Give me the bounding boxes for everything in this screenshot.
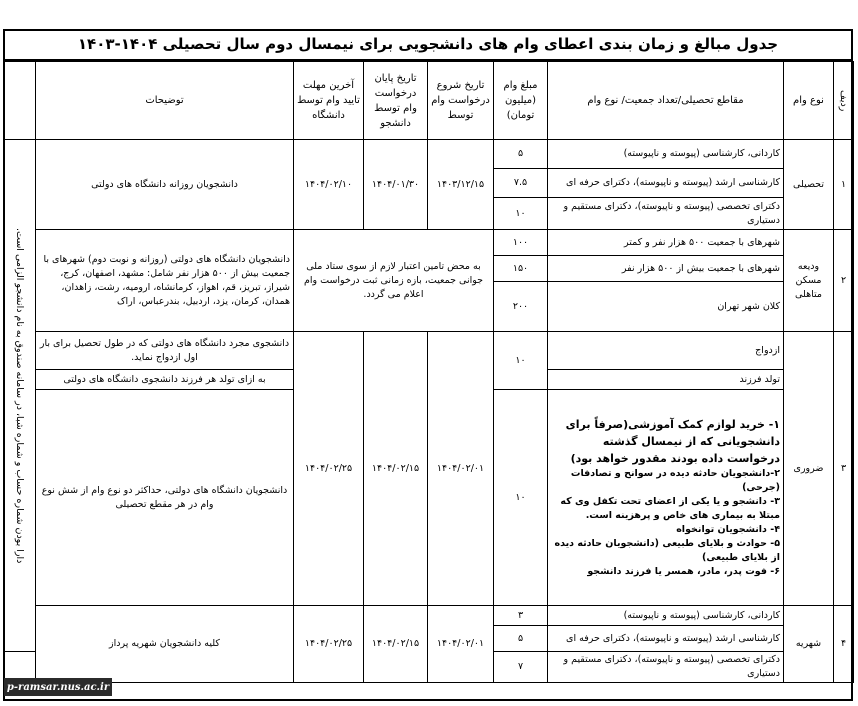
row-number: ۴ bbox=[834, 606, 854, 683]
end-date: ۱۴۰۴/۰۲/۱۵ bbox=[364, 332, 428, 606]
header-end-date: تاریخ پایان درخواست وام توسط دانشجو bbox=[364, 62, 428, 140]
amount-cell: ۱۰ bbox=[494, 332, 548, 390]
loan-type: تحصیلی bbox=[784, 140, 834, 230]
level-cell: کاردانی، کارشناسی (پیوسته و ناپیوسته) bbox=[548, 606, 784, 626]
amount-cell: ۱۰ bbox=[494, 390, 548, 606]
table-title: جدول مبالغ و زمان بندی اعطای وام های دانشجویی برای نیمسال دوم سال تحصیلی ۱۴۰۴-۱۴۰۳ bbox=[3, 29, 853, 61]
note-marriage: دانشجوی مجرد دانشگاه های دولتی که در طول تحصیل برای بار اول ازدواج نماید. bbox=[36, 332, 294, 370]
side-note-header-blank bbox=[4, 62, 36, 140]
end-date: ۱۴۰۴/۰۱/۳۰ bbox=[364, 140, 428, 230]
table-row bbox=[4, 606, 854, 626]
amount-cell: ۱۰ bbox=[494, 198, 548, 230]
row-number: ۲ bbox=[834, 230, 854, 332]
amount-cell: ۳ bbox=[494, 606, 548, 626]
level-cell: شهرهای با جمعیت بیش از ۵۰۰ هزار نفر bbox=[548, 256, 784, 282]
deadline-date: ۱۴۰۴/۰۲/۱۰ bbox=[294, 140, 364, 230]
childbirth-cell: تولد فرزند bbox=[548, 370, 784, 390]
loan-type: ودیعه مسکن متاهلی bbox=[784, 230, 834, 332]
loan-type: شهریه bbox=[784, 606, 834, 683]
amount-cell: ۵ bbox=[494, 140, 548, 169]
level-cell: دکترای تخصصی (پیوسته و ناپیوسته)، دکترای مستقیم و دستیاری bbox=[548, 198, 784, 230]
table-row bbox=[4, 140, 854, 169]
end-date: ۱۴۰۴/۰۲/۱۵ bbox=[364, 606, 428, 683]
amount-cell: ۱۵۰ bbox=[494, 256, 548, 282]
amount-cell: ۱۰۰ bbox=[494, 230, 548, 256]
amount-cell: ۲۰۰ bbox=[494, 282, 548, 332]
table-row bbox=[4, 230, 854, 256]
urgent-item: ۱- خرید لوازم کمک آموزشی(صرفاً برای دانشجویانی که از نیمسال گذشته درخواست داده بودند مقدور خواهد بود) bbox=[565, 418, 780, 465]
note-urgent: دانشجویان دانشگاه های دولتی، حداکثر دو نوع وام از شش نوع وام در هر مقطع تحصیلی bbox=[36, 390, 294, 606]
note-cell: دانشجویان روزانه دانشگاه های دولتی bbox=[36, 140, 294, 230]
dates-note: به محض تامین اعتبار لازم از سوی ستاد ملی جوانی جمعیت، بازه زمانی ثبت درخواست وام اعلام می گردد. bbox=[294, 230, 494, 332]
level-cell: کارشناسی ارشد (پیوسته و ناپیوسته)، دکترای حرفه ای bbox=[548, 169, 784, 198]
loan-type: ضروری bbox=[784, 332, 834, 606]
level-cell: کاردانی، کارشناسی (پیوسته و ناپیوسته) bbox=[548, 140, 784, 169]
start-date: ۱۴۰۴/۰۲/۰۱ bbox=[428, 606, 494, 683]
level-cell: کلان شهر تهران bbox=[548, 282, 784, 332]
level-cell: دکترای تخصصی (پیوسته و ناپیوسته)، دکترای مستقیم و دستیاری bbox=[548, 652, 784, 683]
note-childbirth: به ازای تولد هر فرزند دانشجوی دانشگاه های دولتی bbox=[36, 370, 294, 390]
marriage-cell: ازدواج bbox=[548, 332, 784, 370]
note-cell: دانشجویان دانشگاه های دولتی (روزانه و نوبت دوم) شهرهای با جمعیت بیش از ۵۰۰ هزار نفر شامل: مشهد، اصفهان، کرج، شیراز، تبریز، قم، اهواز، کرمانشاه، ارومیه، رشت، زاهدان، همدان، کرمان، یزد، اردبیل، بندرعباس، اراک bbox=[36, 230, 294, 332]
level-cell: کارشناسی ارشد (پیوسته و ناپیوسته)، دکترای حرفه ای bbox=[548, 626, 784, 652]
header-loan-type: نوع وام bbox=[784, 62, 834, 140]
side-note bbox=[4, 140, 36, 652]
row-number: ۱ bbox=[834, 140, 854, 230]
table-row bbox=[4, 332, 854, 370]
loan-schedule-table bbox=[3, 61, 854, 683]
amount-cell: ۷ bbox=[494, 652, 548, 683]
urgent-items bbox=[548, 390, 784, 606]
header-start-date: تاریخ شروع درخواست وام توسط bbox=[428, 62, 494, 140]
urgent-item: ۳- دانشجو و یا یکی از اعضای تحت تکفل وی که مبتلا به بیماری های خاص و پرهزینه است. bbox=[560, 496, 780, 521]
side-note-text: دارا بودن شماره حساب و شماره شبا، در سامانه صندوق به نام دانشجو الزامی است. bbox=[14, 227, 25, 564]
header-levels: مقاطع تحصیلی/تعداد جمعیت/ نوع وام bbox=[548, 62, 784, 140]
site-watermark: p-ramsar.nus.ac.ir bbox=[4, 678, 112, 696]
urgent-item: ۵- حوادث و بلایای طبیعی (دانشجویان حادثه دیده از بلایای طبیعی) bbox=[554, 538, 780, 563]
urgent-item: ۲-دانشجویان حادثه دیده در سوانح و تصادفات (جرحی) bbox=[570, 468, 780, 493]
header-amount: مبلغ وام (میلیون تومان) bbox=[494, 62, 548, 140]
urgent-item: ۶- فوت پدر، مادر، همسر یا فرزند دانشجو bbox=[587, 566, 780, 577]
note-cell: کلیه دانشجویان شهریه پرداز bbox=[36, 606, 294, 683]
header-radif: ردیف bbox=[834, 62, 854, 140]
header-row bbox=[4, 62, 854, 140]
deadline-date: ۱۴۰۴/۰۲/۲۵ bbox=[294, 332, 364, 606]
level-cell: شهرهای با جمعیت ۵۰۰ هزار نفر و کمتر bbox=[548, 230, 784, 256]
start-date: ۱۴۰۳/۱۲/۱۵ bbox=[428, 140, 494, 230]
amount-cell: ۷.۵ bbox=[494, 169, 548, 198]
header-deadline: آخرین مهلت تایید وام توسط دانشگاه bbox=[294, 62, 364, 140]
header-notes: توضیحات bbox=[36, 62, 294, 140]
start-date: ۱۴۰۴/۰۲/۰۱ bbox=[428, 332, 494, 606]
amount-cell: ۵ bbox=[494, 626, 548, 652]
row-number: ۳ bbox=[834, 332, 854, 606]
deadline-date: ۱۴۰۴/۰۲/۲۵ bbox=[294, 606, 364, 683]
urgent-item: ۴- دانشجویان توانخواه bbox=[676, 524, 780, 535]
